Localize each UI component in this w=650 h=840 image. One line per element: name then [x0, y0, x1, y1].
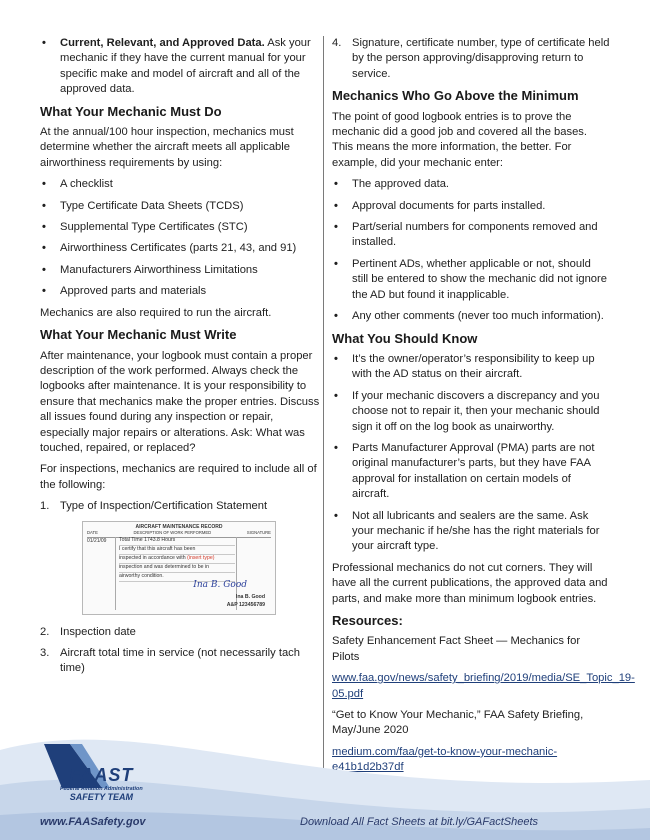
logbook-rule [115, 537, 116, 610]
paragraph-above: The point of good logbook entries is to prove the mechanic did a good job and covered all the bases. This means the more information, the better. For example, did your mechanic enter: [332, 110, 587, 169]
item-text: Type of Inspection/Certification Statement [60, 500, 268, 513]
logbook-total-time: Total Time 1743.8 Hours [119, 536, 176, 543]
list-item: • Approval documents for parts installed. [332, 199, 610, 214]
heading-must-do: What Your Mechanic Must Do [40, 103, 222, 119]
footer-website[interactable]: www.FAASafety.gov [40, 816, 146, 828]
logbook-text: airworthy condition. [119, 572, 164, 579]
logbook-insert-type: (insert type) [187, 554, 215, 561]
logbook-cert: A&P 123456789 [226, 601, 265, 608]
list-item [40, 625, 320, 640]
intro-list [40, 36, 320, 98]
list-item [40, 36, 320, 98]
resource-1: Safety Enhancement Fact Sheet — Mechanics for Pilots [332, 635, 581, 663]
logbook-line [119, 537, 235, 546]
list-item: • Supplemental Type Certificates (STC) [40, 220, 320, 235]
list-item: • Pertinent ADs, whether applicable or not, should still be entered to show the mechanic did not ignore the AD but found it inapplicable. [332, 257, 610, 303]
list-item: • Approved parts and materials [40, 284, 320, 299]
heading-above-minimum: Mechanics Who Go Above the Minimum [332, 88, 579, 104]
heading-must-write: What Your Mechanic Must Write [40, 327, 237, 343]
above-list [332, 177, 610, 324]
list-item: • It’s the owner/operator’s responsibility to keep up with the AD status on their aircraft. [332, 352, 610, 383]
heading-should-know: What You Should Know [332, 330, 478, 346]
resource-link-2[interactable]: medium.com/faa/get-to-know-your-mechanic-e41b1d2b37df [332, 745, 558, 774]
logbook-entry-image [82, 521, 276, 615]
footer-download[interactable]: Download All Fact Sheets at bit.ly/GAFactSheets [300, 816, 539, 828]
logbook-col-desc: DESCRIPTION OF WORK PERFORMED [133, 529, 212, 535]
paragraph-professional: Professional mechanics do not cut corners. They will have all the current publications, the approved data and parts, and make more than minimum logbook entries. [332, 561, 608, 605]
paragraph-write: After maintenance, your logbook must contain a proper description of the work performed. Always check the logbooks after maintenance. It is your responsibility to ensure that mechanics make the proper entries. Discuss all issues found during any inspection or repair, especially major repairs or alterations. Ask: What was touched, repaired, or replaced? [40, 349, 320, 454]
logbook-text: inspection and was determined to be in [119, 563, 209, 570]
logbook-col-sig: SIGNATURE [246, 529, 271, 535]
paragraph-run: Mechanics are also required to run the aircraft. [40, 306, 272, 319]
right-column [332, 36, 635, 782]
list-item: • Airworthiness Certificates (parts 21, 43, and 91) [40, 241, 320, 256]
list-item: • Parts Manufacturer Approval (PMA) parts are not original manufacturer’s parts, but they have FAA approval for installation on certain models of aircraft. [332, 441, 610, 503]
list-item: • The approved data. [332, 177, 610, 192]
logbook-text: I certify that this aircraft has been [119, 545, 196, 552]
item-text: Signature, certificate number, type of certificate held by the person approving/disapproving return to service. [352, 37, 610, 80]
paragraph-inspect: For inspections, mechanics are required to include all of the following: [40, 463, 317, 491]
item-number: 3. [40, 646, 50, 659]
bullet-bold-lead: Current, Relevant, and Approved Data. [60, 37, 265, 49]
list-item [40, 499, 320, 514]
heading-resources: Resources: [332, 613, 403, 628]
item-number: 4. [332, 37, 342, 49]
know-list [332, 352, 610, 555]
logbook-name: Ina B. Good [235, 593, 265, 600]
list-item: • Type Certificate Data Sheets (TCDS) [40, 199, 320, 214]
logbook-col-date: DATE [87, 529, 98, 535]
must-do-list [40, 177, 320, 299]
logo-faast-text: FAAST [69, 765, 134, 785]
logo-faa-text: Federal Aviation Administration [60, 786, 143, 792]
list-item [40, 646, 320, 677]
logbook-line [119, 546, 235, 555]
list-item: • Not all lubricants and sealers are the same. Ask your mechanic if he/she has the right materials for your aircraft type. [332, 509, 610, 555]
logbook-signature: Ina B. Good [193, 579, 247, 590]
item-number: 2. [40, 625, 50, 638]
logo-team-text: SAFETY TEAM [69, 792, 134, 802]
logbook-line [119, 555, 235, 564]
resource-link-1[interactable]: www.faa.gov/news/safety_briefing/2019/media/SE_Topic_19-05.pdf [332, 672, 635, 700]
item-number: 1. [40, 500, 50, 513]
logbook-date: 01/21/09 [87, 537, 107, 544]
list-item: • Part/serial numbers for components removed and installed. [332, 220, 610, 251]
faast-logo [60, 765, 143, 802]
list-item: • Any other comments (never too much information). [332, 309, 610, 324]
list-item: • If your mechanic discovers a discrepancy and you choose not to repair it, then your mechanic should sign it off on the log book as unairworthy. [332, 389, 610, 435]
list-item: • A checklist [40, 177, 320, 192]
paragraph-must-do: At the annual/100 hour inspection, mechanics must determine whether the aircraft meets all applicable airworthiness requirements by using: [40, 126, 294, 169]
inspection-list-cont [40, 625, 320, 677]
list-item [332, 36, 610, 82]
item-text: Inspection date [60, 625, 136, 638]
list-item: • Manufacturers Airworthiness Limitations [40, 263, 320, 278]
column-divider [323, 36, 324, 800]
item-text: Aircraft total time in service (not necessarily tach time) [60, 646, 300, 675]
logbook-text: inspected in accordance with [119, 554, 186, 561]
left-column [40, 36, 320, 683]
inspection-list [40, 499, 320, 514]
inspection-list-end [332, 36, 610, 82]
logbook-line [119, 564, 235, 573]
logbook-title: AIRCRAFT MAINTENANCE RECORD [135, 523, 223, 530]
bullet-text: Ask your mechanic if they have the current manual for your specific make and model of aircraft and all of the approved data. [60, 37, 311, 96]
resource-2: “Get to Know Your Mechanic,” FAA Safety Briefing, May/June 2020 [332, 709, 584, 737]
